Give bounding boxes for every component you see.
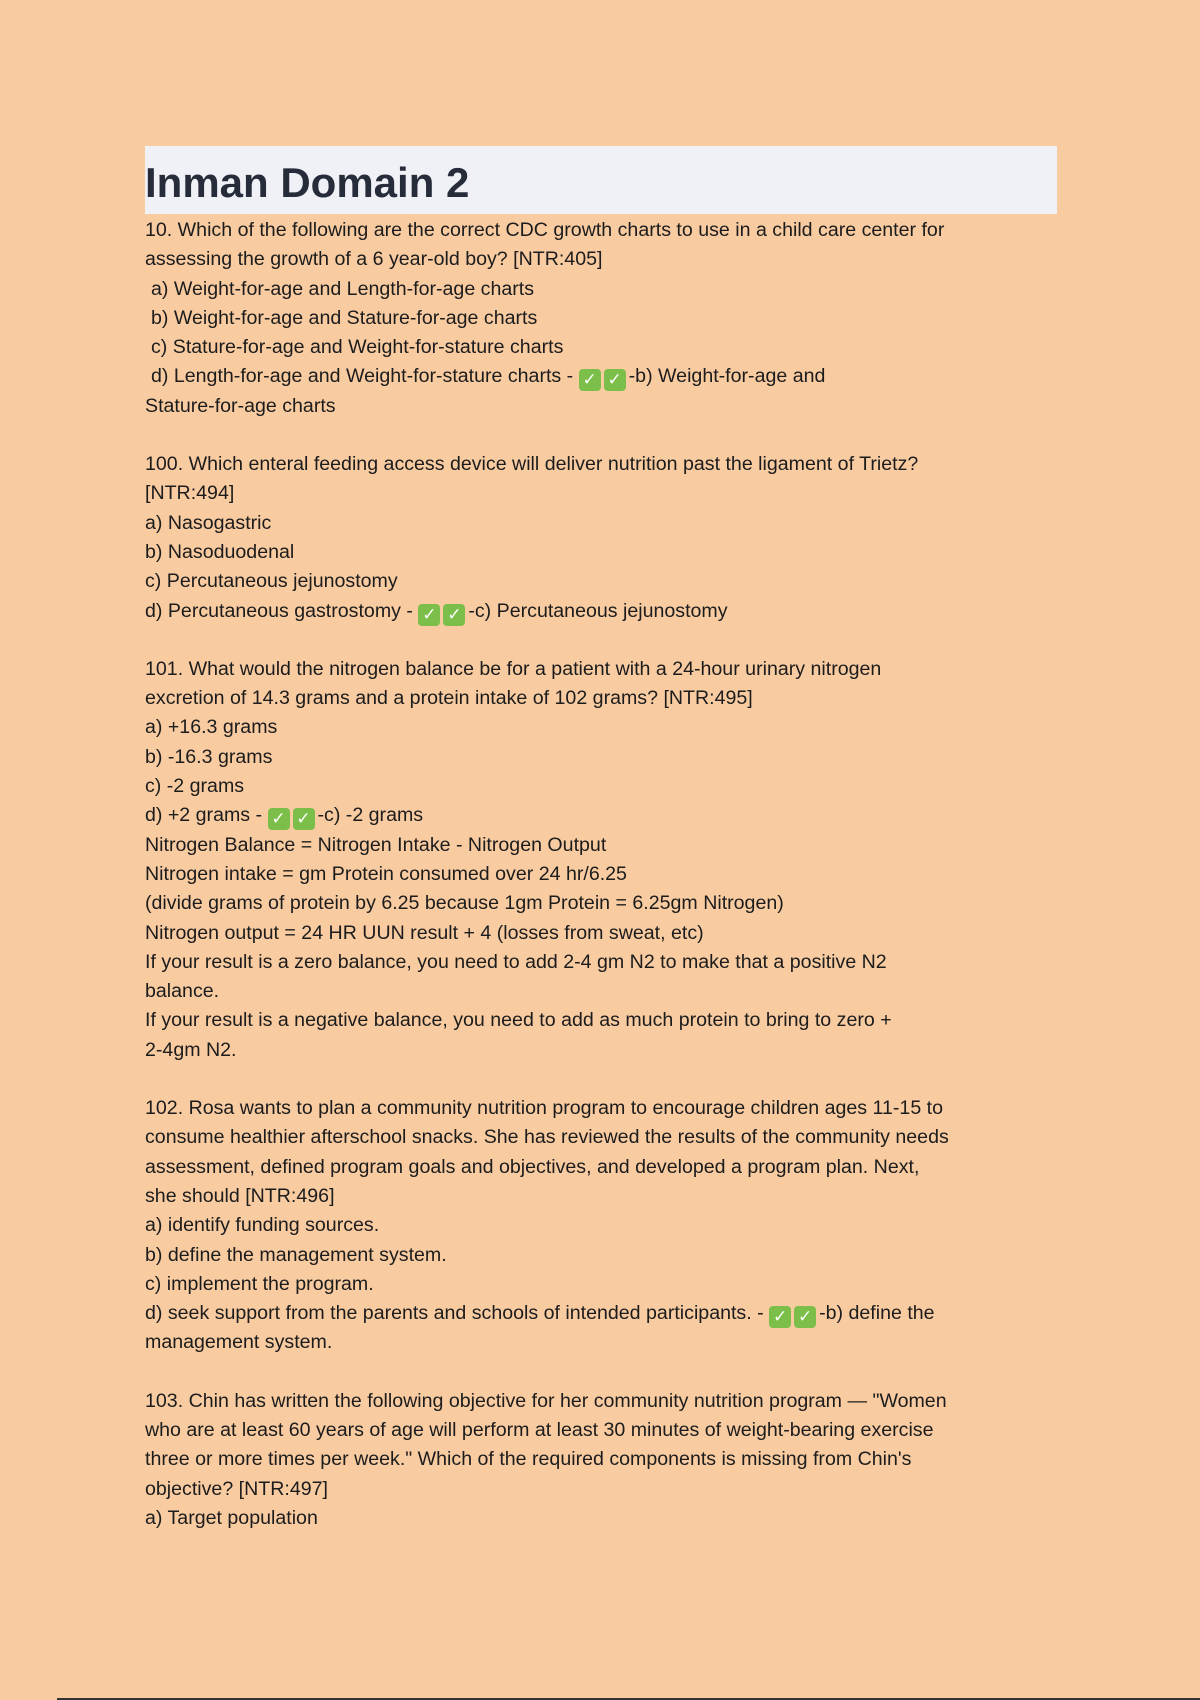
option-b: b) Weight-for-age and Stature-for-age charts bbox=[151, 306, 538, 329]
page-title: Inman Domain 2 bbox=[145, 159, 470, 206]
question-stem: 103. Chin has written the following objective for her community nutrition program — "Women bbox=[145, 1389, 947, 1412]
question-101 bbox=[145, 655, 1057, 1065]
question-stem: consume healthier afterschool snacks. She has reviewed the results of the community needs bbox=[145, 1126, 949, 1149]
explanation-line: (divide grams of protein by 6.25 because 1gm Protein = 6.25gm Nitrogen) bbox=[145, 892, 784, 915]
check-mark-icon: ✓ bbox=[443, 604, 465, 626]
explanation-line: Nitrogen output = 24 HR UUN result + 4 (losses from sweat, etc) bbox=[145, 921, 704, 944]
option-b: b) Nasoduodenal bbox=[145, 540, 295, 563]
option-a: a) +16.3 grams bbox=[145, 716, 278, 739]
explanation-line: 2-4gm N2. bbox=[145, 1038, 237, 1061]
explanation-line: balance. bbox=[145, 980, 220, 1003]
answer-text-continued: management system. bbox=[145, 1331, 333, 1354]
option-d-with-answer bbox=[145, 1299, 1057, 1328]
question-100 bbox=[145, 450, 1057, 626]
explanation-line: If your result is a negative balance, you need to add as much protein to bring to zero + bbox=[145, 1009, 892, 1032]
option-d: d) +2 grams - bbox=[145, 804, 268, 827]
option-c: c) -2 grams bbox=[145, 775, 245, 798]
question-stem: who are at least 60 years of age will perform at least 30 minutes of weight-bearing exercise bbox=[145, 1418, 934, 1441]
option-d-with-answer bbox=[145, 362, 1057, 391]
question-stem: excretion of 14.3 grams and a protein intake of 102 grams? [NTR:495] bbox=[145, 687, 753, 710]
question-stem: three or more times per week." Which of the required components is missing from Chin's bbox=[145, 1448, 912, 1471]
explanation-line: Nitrogen Balance = Nitrogen Intake - Nitrogen Output bbox=[145, 833, 607, 856]
option-d: d) seek support from the parents and schools of intended participants. - bbox=[145, 1302, 770, 1325]
check-mark-icon: ✓ bbox=[293, 808, 315, 830]
check-mark-icon: ✓ bbox=[579, 369, 601, 391]
title-bar bbox=[145, 146, 1057, 214]
question-10 bbox=[145, 216, 1057, 421]
option-a: a) Target population bbox=[145, 1506, 318, 1529]
check-mark-icon: ✓ bbox=[418, 604, 440, 626]
question-stem: objective? [NTR:497] bbox=[145, 1477, 328, 1500]
question-stem: 100. Which enteral feeding access device will deliver nutrition past the ligament of Trietz? bbox=[145, 453, 919, 476]
option-a: a) Weight-for-age and Length-for-age charts bbox=[151, 277, 535, 300]
document-page bbox=[145, 146, 1057, 1562]
question-stem: she should [NTR:496] bbox=[145, 1184, 335, 1207]
question-102 bbox=[145, 1094, 1057, 1358]
option-c: c) implement the program. bbox=[145, 1272, 374, 1295]
option-b: b) -16.3 grams bbox=[145, 745, 273, 768]
question-stem: 10. Which of the following are the correct CDC growth charts to use in a child care center for bbox=[145, 219, 945, 241]
check-mark-icon: ✓ bbox=[268, 808, 290, 830]
answer-text-continued: Stature-for-age charts bbox=[145, 394, 336, 417]
check-mark-icon: ✓ bbox=[604, 369, 626, 391]
option-d-with-answer bbox=[145, 597, 1057, 626]
option-a: a) Nasogastric bbox=[145, 511, 272, 534]
answer-text: -c) -2 grams bbox=[317, 804, 424, 827]
question-stem: 101. What would the nitrogen balance be for a patient with a 24-hour urinary nitrogen bbox=[145, 657, 882, 680]
question-stem: [NTR:494] bbox=[145, 482, 235, 505]
option-c: c) Percutaneous jejunostomy bbox=[145, 570, 398, 593]
answer-text: -c) Percutaneous jejunostomy bbox=[468, 599, 728, 622]
answer-text: -b) Weight-for-age and bbox=[628, 365, 826, 388]
option-d: d) Length-for-age and Weight-for-stature charts - bbox=[151, 365, 579, 388]
check-mark-icon: ✓ bbox=[769, 1306, 791, 1328]
option-c: c) Stature-for-age and Weight-for-stature charts bbox=[151, 336, 564, 359]
option-d: d) Percutaneous gastrostomy - bbox=[145, 599, 419, 622]
explanation-line: Nitrogen intake = gm Protein consumed over 24 hr/6.25 bbox=[145, 862, 627, 885]
question-stem: assessment, defined program goals and objectives, and developed a program plan. Next, bbox=[145, 1155, 920, 1178]
explanation-line: If your result is a zero balance, you need to add 2-4 gm N2 to make that a positive N2 bbox=[145, 950, 887, 973]
option-d-with-answer bbox=[145, 801, 1057, 830]
option-b: b) define the management system. bbox=[145, 1243, 447, 1266]
question-stem: assessing the growth of a 6 year-old boy? [NTR:405] bbox=[145, 248, 603, 271]
check-mark-icon: ✓ bbox=[794, 1306, 816, 1328]
question-103 bbox=[145, 1387, 1057, 1533]
answer-text: -b) define the bbox=[819, 1302, 935, 1325]
question-stem: 102. Rosa wants to plan a community nutrition program to encourage children ages 11-15 to bbox=[145, 1097, 943, 1120]
option-a: a) identify funding sources. bbox=[145, 1214, 380, 1237]
